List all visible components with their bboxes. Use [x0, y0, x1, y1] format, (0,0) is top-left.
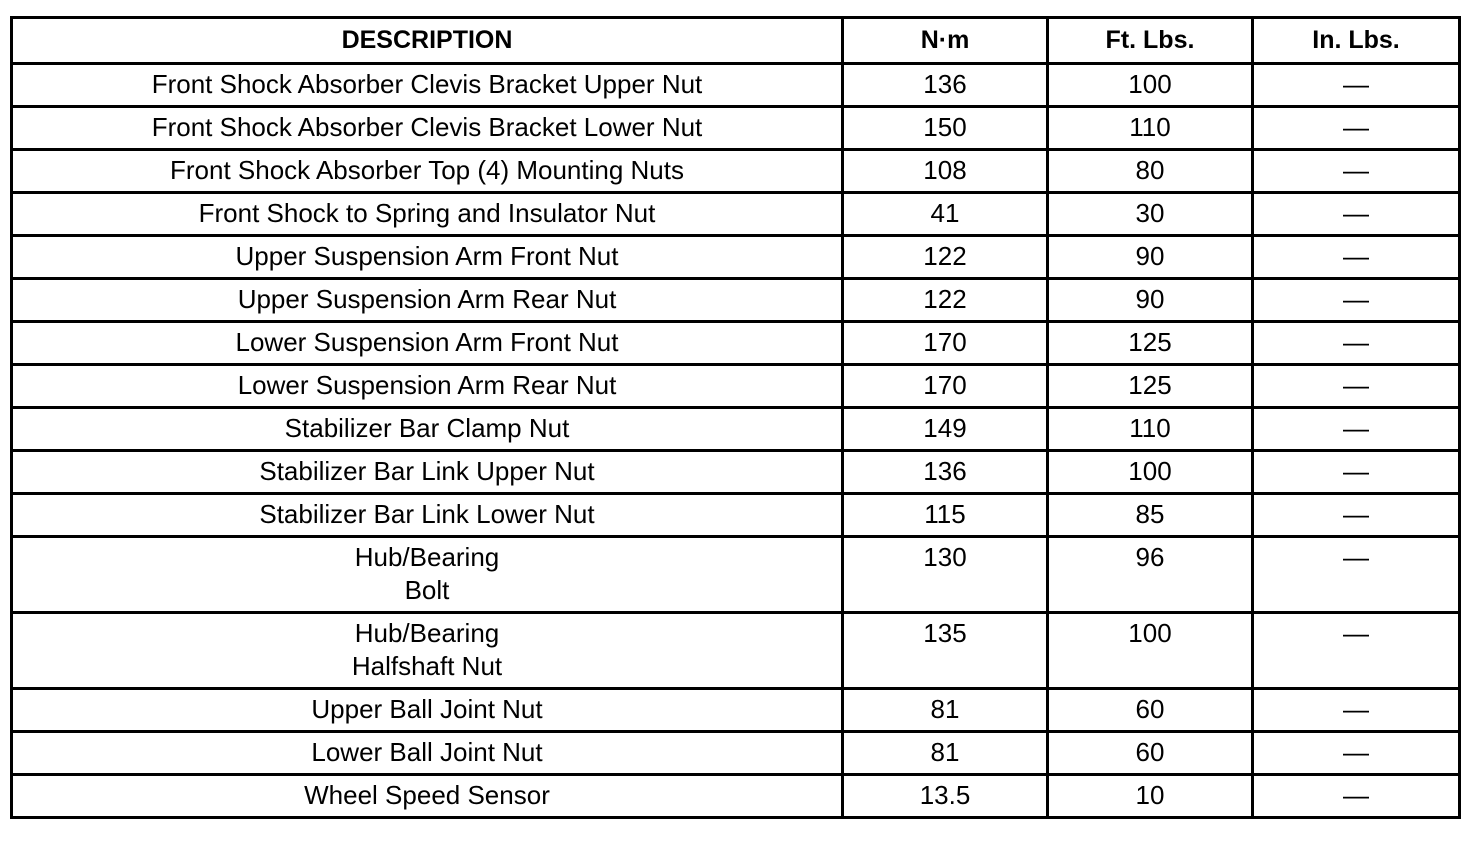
table-row — [12, 150, 1460, 193]
nm-value-cell: 122 — [843, 236, 1048, 279]
nm-value-cell: 81 — [843, 689, 1048, 732]
nm-value-cell: 130 — [843, 537, 1048, 613]
table-row — [12, 322, 1460, 365]
nm-value-cell: 150 — [843, 107, 1048, 150]
nm-value-cell: 135 — [843, 613, 1048, 689]
ft-lbs-value-cell: 60 — [1048, 732, 1253, 775]
table-row — [12, 64, 1460, 107]
table-row — [12, 494, 1460, 537]
nm-value-cell: 13.5 — [843, 775, 1048, 818]
in-lbs-value-cell: — — [1253, 451, 1460, 494]
in-lbs-value-cell: — — [1253, 537, 1460, 613]
description-text: Lower Suspension Arm Rear Nut — [237, 370, 617, 400]
ft-lbs-value-cell: 125 — [1048, 322, 1253, 365]
nm-value-cell: 170 — [843, 365, 1048, 408]
table-row — [12, 732, 1460, 775]
description-text: Front Shock Absorber Clevis Bracket Upper Nut — [151, 69, 703, 99]
header-row — [12, 18, 1460, 64]
nm-value-cell: 115 — [843, 494, 1048, 537]
ft-lbs-value-cell: 96 — [1048, 537, 1253, 613]
description-cell — [12, 236, 843, 279]
description-cell — [12, 64, 843, 107]
table-row — [12, 689, 1460, 732]
description-text: Front Shock Absorber Top (4) Mounting Nuts — [170, 155, 684, 185]
ft-lbs-value-cell: 90 — [1048, 279, 1253, 322]
description-cell — [12, 365, 843, 408]
ft-lbs-value-cell: 80 — [1048, 150, 1253, 193]
in-lbs-value-cell: — — [1253, 193, 1460, 236]
in-lbs-value-cell: — — [1253, 775, 1460, 818]
nm-value-cell: 108 — [843, 150, 1048, 193]
ft-lbs-value-cell: 60 — [1048, 689, 1253, 732]
description-text: Wheel Speed Sensor — [304, 780, 550, 810]
in-lbs-value-cell: — — [1253, 279, 1460, 322]
in-lbs-value-cell: — — [1253, 107, 1460, 150]
description-text: Lower Ball Joint Nut — [311, 737, 543, 767]
ft-lbs-value-cell: 85 — [1048, 494, 1253, 537]
torque-spec-table — [10, 16, 1461, 819]
description-cell — [12, 775, 843, 818]
table-row — [12, 537, 1460, 613]
nm-value-cell: 41 — [843, 193, 1048, 236]
description-cell — [12, 150, 843, 193]
description-text: Stabilizer Bar Link Upper Nut — [259, 456, 595, 486]
ft-lbs-value-cell: 10 — [1048, 775, 1253, 818]
nm-value-cell: 122 — [843, 279, 1048, 322]
description-text: Stabilizer Bar Link Lower Nut — [259, 499, 595, 529]
ft-lbs-value-cell: 125 — [1048, 365, 1253, 408]
nm-value-cell: 81 — [843, 732, 1048, 775]
table-row — [12, 365, 1460, 408]
description-cell — [12, 107, 843, 150]
description-cell — [12, 408, 843, 451]
description-text: Stabilizer Bar Clamp Nut — [284, 413, 570, 443]
description-cell — [12, 732, 843, 775]
ft-lbs-value-cell: 100 — [1048, 64, 1253, 107]
ft-lbs-value-cell: 90 — [1048, 236, 1253, 279]
table-row — [12, 408, 1460, 451]
table-row — [12, 236, 1460, 279]
description-cell — [12, 537, 843, 613]
table-row — [12, 279, 1460, 322]
description-cell — [12, 322, 843, 365]
description-text: Halfshaft Nut — [351, 651, 503, 681]
table-row — [12, 775, 1460, 818]
description-text: Front Shock to Spring and Insulator Nut — [198, 198, 656, 228]
in-lbs-value-cell: — — [1253, 613, 1460, 689]
header-description: DESCRIPTION — [12, 18, 843, 64]
description-text: Front Shock Absorber Clevis Bracket Lower Nut — [151, 112, 703, 142]
ft-lbs-value-cell: 100 — [1048, 613, 1253, 689]
nm-value-cell: 149 — [843, 408, 1048, 451]
in-lbs-value-cell: — — [1253, 408, 1460, 451]
nm-value-cell: 170 — [843, 322, 1048, 365]
description-text: Upper Suspension Arm Rear Nut — [237, 284, 617, 314]
description-cell — [12, 279, 843, 322]
in-lbs-value-cell: — — [1253, 150, 1460, 193]
in-lbs-value-cell: — — [1253, 732, 1460, 775]
nm-value-cell: 136 — [843, 451, 1048, 494]
table-row — [12, 107, 1460, 150]
in-lbs-value-cell: — — [1253, 236, 1460, 279]
ft-lbs-value-cell: 30 — [1048, 193, 1253, 236]
description-cell — [12, 451, 843, 494]
table-row — [12, 193, 1460, 236]
ft-lbs-value-cell: 110 — [1048, 408, 1253, 451]
description-text: Hub/Bearing — [354, 618, 500, 648]
description-text: Lower Suspension Arm Front Nut — [235, 327, 619, 357]
table-row — [12, 613, 1460, 689]
description-text: Hub/Bearing — [354, 542, 500, 572]
in-lbs-value-cell: — — [1253, 494, 1460, 537]
in-lbs-value-cell: — — [1253, 365, 1460, 408]
description-text: Upper Suspension Arm Front Nut — [235, 241, 619, 271]
description-cell — [12, 193, 843, 236]
in-lbs-value-cell: — — [1253, 322, 1460, 365]
table-row — [12, 451, 1460, 494]
description-text: Upper Ball Joint Nut — [311, 694, 543, 724]
nm-value-cell: 136 — [843, 64, 1048, 107]
ft-lbs-value-cell: 110 — [1048, 107, 1253, 150]
ft-lbs-value-cell: 100 — [1048, 451, 1253, 494]
in-lbs-value-cell: — — [1253, 689, 1460, 732]
in-lbs-value-cell: — — [1253, 64, 1460, 107]
table-body — [12, 64, 1460, 818]
description-text: Bolt — [404, 575, 450, 605]
description-cell — [12, 613, 843, 689]
header-in-lbs: In. Lbs. — [1253, 18, 1460, 64]
description-cell — [12, 494, 843, 537]
header-nm: N·m — [843, 18, 1048, 64]
description-cell — [12, 689, 843, 732]
header-ft-lbs: Ft. Lbs. — [1048, 18, 1253, 64]
